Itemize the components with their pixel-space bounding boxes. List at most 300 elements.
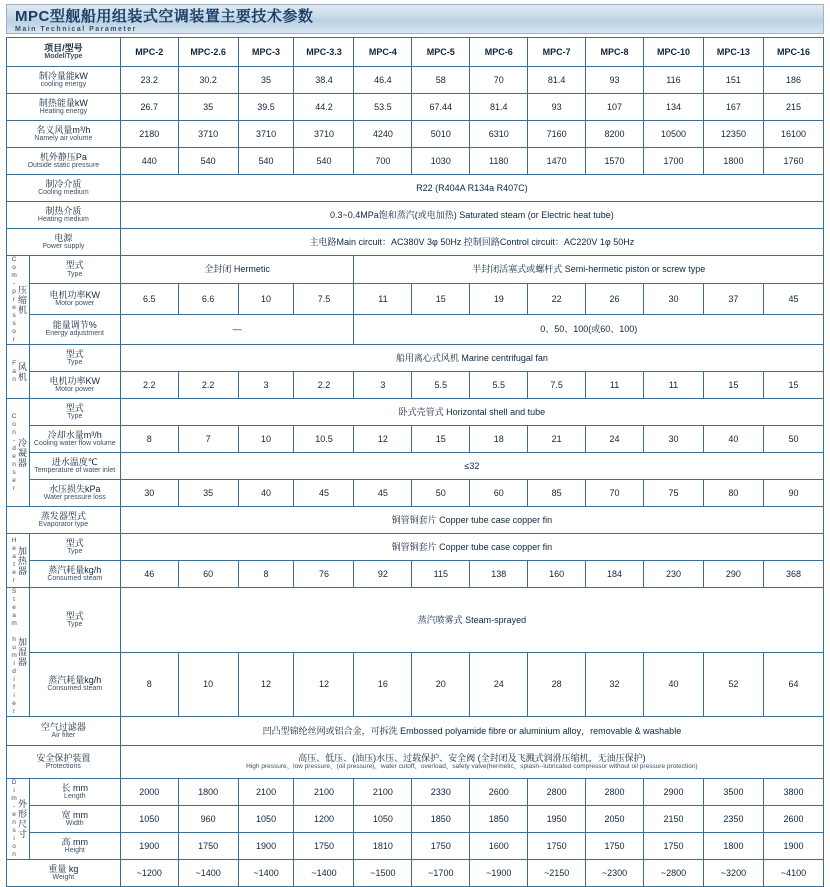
label-cn: 型式 <box>65 402 84 413</box>
cell-compressor-type-left: 全封闭 Hermetic <box>120 256 354 284</box>
table-row-cooling-water <box>7 426 824 453</box>
row-label-cooling-energy <box>7 67 121 94</box>
table-row-humidifier-type <box>7 588 824 653</box>
row-label-height <box>29 833 120 860</box>
cell-value: 3800 <box>763 779 823 806</box>
cell-value: 540 <box>294 148 354 175</box>
row-label-protections <box>7 746 121 779</box>
cell-value: 45 <box>354 480 412 507</box>
cell-value: 2000 <box>120 779 178 806</box>
cell-value: 1570 <box>586 148 644 175</box>
cell-value: 11 <box>354 284 412 314</box>
label-en: Energy adjustment <box>45 330 104 338</box>
cell-value: 30 <box>120 480 178 507</box>
label-en: Heating medium <box>37 216 89 224</box>
label-en: Weight <box>52 874 75 882</box>
cell-value: 1750 <box>294 833 354 860</box>
cell-air-filter-value: 凹凸型锦纶丝网或铝合金，可拆洗 Embossed polyamide fibre or aluminium alloy，removable & washable <box>120 717 823 746</box>
group-label-heater-text <box>10 537 26 585</box>
row-label-heater-type <box>29 534 120 561</box>
label-cn: 进水温度℃ <box>51 456 98 467</box>
cell-value: 230 <box>643 561 703 588</box>
cell-value: 5010 <box>412 121 470 148</box>
table-row-static-pressure <box>7 148 824 175</box>
cell-value: 52 <box>703 652 763 717</box>
cell-value: 60 <box>470 480 528 507</box>
cell-value: 6.6 <box>178 284 238 314</box>
cell-value: 186 <box>763 67 823 94</box>
row-label-air-volume <box>7 121 121 148</box>
table-row-cooling-energy <box>7 67 824 94</box>
cell-value: 540 <box>238 148 294 175</box>
cell-value: 40 <box>643 652 703 717</box>
group-label-heater <box>7 534 30 588</box>
cell-value: 2800 <box>586 779 644 806</box>
label-cn: 蒸发器型式 <box>40 510 86 521</box>
row-label-humidifier-type <box>29 588 120 653</box>
cell-value: 160 <box>528 561 586 588</box>
cell-value: 93 <box>586 67 644 94</box>
cell-value: 167 <box>703 94 763 121</box>
cell-value: 10 <box>178 652 238 717</box>
row-label-heating-energy <box>7 94 121 121</box>
row-label-evaporator-type <box>7 507 121 534</box>
cell-value: 37 <box>703 284 763 314</box>
table-row-cooling-medium <box>7 175 824 202</box>
cell-fan-type-value: 船用离心式风机 Marine centrifugal fan <box>120 345 823 372</box>
label-en: Type <box>67 413 83 421</box>
cell-value: 10 <box>238 284 294 314</box>
cell-value: ~1400 <box>294 860 354 887</box>
row-label-air-filter <box>7 717 121 746</box>
cell-value: 2.2 <box>294 372 354 399</box>
cell-value: 540 <box>178 148 238 175</box>
cell-value: 1850 <box>470 806 528 833</box>
label-cn: 制热介质 <box>45 205 82 216</box>
group-label-condenser <box>7 399 30 507</box>
cell-value: 35 <box>238 67 294 94</box>
table-row-power-supply <box>7 229 824 256</box>
group-label-cn: 加湿器 <box>17 637 27 667</box>
cell-value: 2050 <box>586 806 644 833</box>
cell-value: 134 <box>643 94 703 121</box>
technical-parameter-table <box>6 37 824 887</box>
row-label-condenser-type <box>29 399 120 426</box>
header-model-1: MPC-2 <box>120 38 178 67</box>
cell-value: 1800 <box>703 833 763 860</box>
cell-value: 3710 <box>294 121 354 148</box>
cell-value: 3710 <box>178 121 238 148</box>
cell-value: ~1900 <box>470 860 528 887</box>
table-row-compressor-type <box>7 256 824 284</box>
cell-value: 20 <box>412 652 470 717</box>
label-cn: 蒸汽耗量kg/h <box>48 675 102 686</box>
cell-value: 116 <box>643 67 703 94</box>
group-label-en: Heater <box>10 536 18 585</box>
cell-value: 5.5 <box>470 372 528 399</box>
cell-value: 1050 <box>238 806 294 833</box>
label-cn: 长 mm <box>61 782 88 793</box>
page-title-en: Main Technical Parameter <box>15 26 137 33</box>
cell-value: 700 <box>354 148 412 175</box>
cell-value: 1700 <box>643 148 703 175</box>
table-row-condenser-type <box>7 399 824 426</box>
header-model-3: MPC-3 <box>238 38 294 67</box>
cell-heating-medium-value: 0.3~0.4MPa饱和蒸汽(或电加热) Saturated steam (or Electric heat tube) <box>120 202 823 229</box>
label-en: Outside static pressure <box>27 162 100 170</box>
table-row-dimension-width <box>7 806 824 833</box>
label-en: Width <box>65 820 84 828</box>
cell-value: 23.2 <box>120 67 178 94</box>
cell-value: 35 <box>178 480 238 507</box>
label-en: Type <box>67 548 83 556</box>
cell-value: 1030 <box>412 148 470 175</box>
header-model-9: MPC-8 <box>586 38 644 67</box>
cell-value: 6310 <box>470 121 528 148</box>
cell-value: 6.5 <box>120 284 178 314</box>
group-label-en: Com-pressor <box>10 256 18 344</box>
table-row-heating-energy <box>7 94 824 121</box>
table-row-inlet-water-temp <box>7 453 824 480</box>
cell-value: 1180 <box>470 148 528 175</box>
cell-value: 3710 <box>238 121 294 148</box>
cell-power-supply-value: 主电路Main circuit：AC380V 3φ 50Hz 控制回路Control circuit：AC220V 1φ 50Hz <box>120 229 823 256</box>
cell-value: 70 <box>586 480 644 507</box>
table-row-fan-type <box>7 345 824 372</box>
cell-value: ~3200 <box>703 860 763 887</box>
cell-value: 50 <box>412 480 470 507</box>
label-cn: 空气过滤器 <box>40 721 86 732</box>
cell-value: 2330 <box>412 779 470 806</box>
cell-value: 85 <box>528 480 586 507</box>
cell-value: 12 <box>354 426 412 453</box>
cell-value: 15 <box>412 426 470 453</box>
cell-value: 39.5 <box>238 94 294 121</box>
cell-value: 12 <box>238 652 294 717</box>
cell-value: 11 <box>586 372 644 399</box>
cell-cooling-medium-value: R22 (R404A R134a R407C) <box>120 175 823 202</box>
group-label-humidifier <box>7 588 30 717</box>
header-model-12: MPC-16 <box>763 38 823 67</box>
cell-value: 1750 <box>586 833 644 860</box>
cell-value: 3500 <box>703 779 763 806</box>
table-row-heating-medium <box>7 202 824 229</box>
header-model-4: MPC-3.3 <box>294 38 354 67</box>
cell-value: 24 <box>470 652 528 717</box>
header-model-10: MPC-10 <box>643 38 703 67</box>
label-en: Motor power <box>55 386 95 394</box>
table-row-protections <box>7 746 824 779</box>
label-en: Type <box>67 270 83 278</box>
group-label-dimensions <box>7 779 30 860</box>
protections-line-en: High pressure、low pressure、(oil pressure)、water cutoff、overload、safety valve(hermetic、splash--lubricated compressor without oil pressure protection) <box>246 763 698 771</box>
header-model-5: MPC-4 <box>354 38 412 67</box>
label-en: Height <box>64 847 85 855</box>
label-en: Type <box>67 620 83 628</box>
table-row-heater-type <box>7 534 824 561</box>
cell-humidifier-type-value: 蒸汽喷雾式 Steam-sprayed <box>120 588 823 653</box>
cell-value: 32 <box>586 652 644 717</box>
cell-value: 15 <box>763 372 823 399</box>
cell-value: 2600 <box>763 806 823 833</box>
group-label-fan-text <box>10 360 26 384</box>
table-row-air-filter <box>7 717 824 746</box>
label-cn: 安全保护装置 <box>36 752 91 763</box>
row-label-humidifier-steam <box>29 652 120 717</box>
cell-energy-adjustment-left: — <box>120 314 354 344</box>
header-item-en: Model/Type <box>44 53 83 61</box>
label-en: Consumed steam <box>47 575 103 583</box>
cell-value: 2.2 <box>120 372 178 399</box>
cell-value: 53.5 <box>354 94 412 121</box>
cell-value: 30.2 <box>178 67 238 94</box>
group-label-en: Dim-ension <box>10 779 18 859</box>
cell-value: 76 <box>294 561 354 588</box>
cell-value: 64 <box>763 652 823 717</box>
cell-value: 1050 <box>120 806 178 833</box>
cell-value: 58 <box>412 67 470 94</box>
cell-value: 1470 <box>528 148 586 175</box>
row-label-compressor-type <box>29 256 120 284</box>
cell-value: 44.2 <box>294 94 354 121</box>
cell-value: 368 <box>763 561 823 588</box>
group-label-humidifier-text <box>10 588 26 716</box>
cell-value: 107 <box>586 94 644 121</box>
label-en: Heating energy <box>39 108 88 116</box>
cell-value: 7.5 <box>294 284 354 314</box>
group-label-cn: 外形尺寸 <box>17 799 27 839</box>
cell-value: 46 <box>120 561 178 588</box>
cell-value: ~1700 <box>412 860 470 887</box>
cell-value: 92 <box>354 561 412 588</box>
cell-value: 46.4 <box>354 67 412 94</box>
cell-inlet-water-temp-value: ≤32 <box>120 453 823 480</box>
cell-value: 7 <box>178 426 238 453</box>
group-label-compressor-text <box>10 256 26 344</box>
cell-value: 26.7 <box>120 94 178 121</box>
cell-value: 1750 <box>178 833 238 860</box>
row-label-energy-adjustment <box>29 314 120 344</box>
cell-value: ~2150 <box>528 860 586 887</box>
table-row-compressor-motor <box>7 284 824 314</box>
cell-value: 1950 <box>528 806 586 833</box>
group-label-cn: 风机 <box>17 361 27 382</box>
header-item-cn: 项目/型号 <box>44 42 83 53</box>
cell-value: 1200 <box>294 806 354 833</box>
cell-value: 1900 <box>120 833 178 860</box>
label-en: Motor power <box>55 300 95 307</box>
row-label-inlet-water-temp <box>29 453 120 480</box>
table-row-energy-adjustment <box>7 314 824 344</box>
cell-value: 1750 <box>412 833 470 860</box>
cell-value: 75 <box>643 480 703 507</box>
cell-value: 24 <box>586 426 644 453</box>
cell-value: 8 <box>120 652 178 717</box>
group-label-fan <box>7 345 30 399</box>
cell-value: 2900 <box>643 779 703 806</box>
label-cn: 电源 <box>54 232 73 243</box>
header-model-2: MPC-2.6 <box>178 38 238 67</box>
row-label-cooling-water <box>29 426 120 453</box>
page-title <box>7 5 313 33</box>
label-en: Temperature of water inlet <box>34 467 116 475</box>
group-label-cn: 冷凝器 <box>17 437 27 468</box>
label-cn: 机外静压Pa <box>39 151 87 162</box>
label-en: Air filter <box>51 732 76 740</box>
table-row-humidifier-steam <box>7 652 824 717</box>
cell-compressor-type-right: 半封闭活塞式或螺杆式 Semi-hermetic piston or screw type <box>354 256 824 284</box>
table-row-dimension-length <box>7 779 824 806</box>
label-cn: 型式 <box>65 260 84 271</box>
label-cn: 高 mm <box>61 836 88 847</box>
cell-value: 93 <box>528 94 586 121</box>
cell-value: 81.4 <box>470 94 528 121</box>
label-en: Type <box>67 359 83 367</box>
cell-value: 22 <box>528 284 586 314</box>
page-root <box>0 4 830 882</box>
row-label-power-supply <box>7 229 121 256</box>
cell-value: 1800 <box>178 779 238 806</box>
cell-value: 1750 <box>643 833 703 860</box>
cell-value: 2100 <box>354 779 412 806</box>
cell-value: 3 <box>354 372 412 399</box>
table-row-fan-motor <box>7 372 824 399</box>
row-label-length <box>29 779 120 806</box>
cell-value: 2800 <box>528 779 586 806</box>
table-row-evaporator-type <box>7 507 824 534</box>
row-label-width <box>29 806 120 833</box>
label-cn: 电机功率KW <box>49 289 100 300</box>
cell-value: 8 <box>238 561 294 588</box>
cell-value: 151 <box>703 67 763 94</box>
header-model-6: MPC-5 <box>412 38 470 67</box>
cell-value: 30 <box>643 284 703 314</box>
cell-value: 1760 <box>763 148 823 175</box>
cell-value: 16 <box>354 652 412 717</box>
label-cn: 蒸汽耗量kg/h <box>48 564 102 575</box>
label-cn: 电机功率KW <box>49 375 100 386</box>
cell-heater-type-value: 铜管铜套片 Copper tube case copper fin <box>120 534 823 561</box>
label-cn: 制冷介质 <box>45 178 82 189</box>
table-row-weight <box>7 860 824 887</box>
group-label-en: Fan <box>10 359 18 384</box>
cell-value: 80 <box>703 480 763 507</box>
cell-energy-adjustment-right: 0、50、100(或60、100) <box>354 314 824 344</box>
cell-value: ~4100 <box>763 860 823 887</box>
cell-value: 184 <box>586 561 644 588</box>
cell-value: 38.4 <box>294 67 354 94</box>
cell-value: 60 <box>178 561 238 588</box>
cell-evaporator-type-value: 铜管铜套片 Copper tube case copper fin <box>120 507 823 534</box>
cell-value: 1750 <box>528 833 586 860</box>
row-label-fan-motor <box>29 372 120 399</box>
row-label-heater-steam <box>29 561 120 588</box>
row-label-heating-medium <box>7 202 121 229</box>
table-row-heater-steam <box>7 561 824 588</box>
cell-protections-value <box>120 746 823 779</box>
row-label-cooling-medium <box>7 175 121 202</box>
cell-value: 15 <box>412 284 470 314</box>
label-en: Power supply <box>42 243 85 251</box>
cell-value: 50 <box>763 426 823 453</box>
cell-value: 8200 <box>586 121 644 148</box>
cell-value: 4240 <box>354 121 412 148</box>
cell-value: 2350 <box>703 806 763 833</box>
cell-value: 1900 <box>763 833 823 860</box>
cell-value: 1600 <box>470 833 528 860</box>
cell-value: 215 <box>763 94 823 121</box>
label-cn: 冷却水量m³/h <box>47 429 102 440</box>
cell-value: 10 <box>238 426 294 453</box>
cell-value: 115 <box>412 561 470 588</box>
group-label-compressor <box>7 256 30 345</box>
cell-value: 960 <box>178 806 238 833</box>
header-item-cell <box>7 38 121 67</box>
label-cn: 制冷量能kW <box>38 70 88 81</box>
cell-value: 45 <box>294 480 354 507</box>
header-model-8: MPC-7 <box>528 38 586 67</box>
group-label-dimensions-text <box>10 779 26 859</box>
cell-value: 1800 <box>703 148 763 175</box>
header-model-7: MPC-6 <box>470 38 528 67</box>
cell-value: 2150 <box>643 806 703 833</box>
cell-value: 35 <box>178 94 238 121</box>
cell-value: ~1400 <box>238 860 294 887</box>
label-en: Water pressure loss <box>43 494 106 502</box>
cell-value: ~1200 <box>120 860 178 887</box>
label-cn: 型式 <box>65 610 84 621</box>
cell-value: 10500 <box>643 121 703 148</box>
cell-value: 138 <box>470 561 528 588</box>
table-header-row <box>7 38 824 67</box>
cell-value: 1850 <box>412 806 470 833</box>
label-en: Protections <box>45 763 81 771</box>
cell-value: 1900 <box>238 833 294 860</box>
group-label-cn: 压缩机 <box>17 285 27 315</box>
row-label-compressor-motor <box>29 284 120 314</box>
cell-value: 7160 <box>528 121 586 148</box>
label-cn: 能量调节% <box>52 320 97 331</box>
label-cn: 水压损失kPa <box>49 483 101 494</box>
row-label-static-pressure <box>7 148 121 175</box>
label-cn: 名义风量m³/h <box>36 124 91 135</box>
cell-condenser-type-value: 卧式壳管式 Horizontal shell and tube <box>120 399 823 426</box>
cell-value: ~2800 <box>643 860 703 887</box>
cell-value: ~2300 <box>586 860 644 887</box>
label-en: Evaporator type <box>38 521 89 529</box>
label-en: Namely air volume <box>34 135 93 143</box>
label-cn: 宽 mm <box>61 809 88 820</box>
cell-value: 19 <box>470 284 528 314</box>
cell-value: 2600 <box>470 779 528 806</box>
group-label-en: Steam humidifier <box>10 588 18 716</box>
label-cn: 型式 <box>65 537 84 548</box>
cell-value: 18 <box>470 426 528 453</box>
cell-value: 30 <box>643 426 703 453</box>
cell-value: 12 <box>294 652 354 717</box>
cell-value: 2100 <box>238 779 294 806</box>
cell-value: 40 <box>703 426 763 453</box>
document-title-bar <box>6 4 824 34</box>
cell-value: 2180 <box>120 121 178 148</box>
cell-value: 2.2 <box>178 372 238 399</box>
cell-value: 3 <box>238 372 294 399</box>
label-en: Cooling medium <box>38 189 89 197</box>
table-row-dimension-height <box>7 833 824 860</box>
cell-value: 1810 <box>354 833 412 860</box>
cell-value: 8 <box>120 426 178 453</box>
label-cn: 制热能量kW <box>38 97 88 108</box>
